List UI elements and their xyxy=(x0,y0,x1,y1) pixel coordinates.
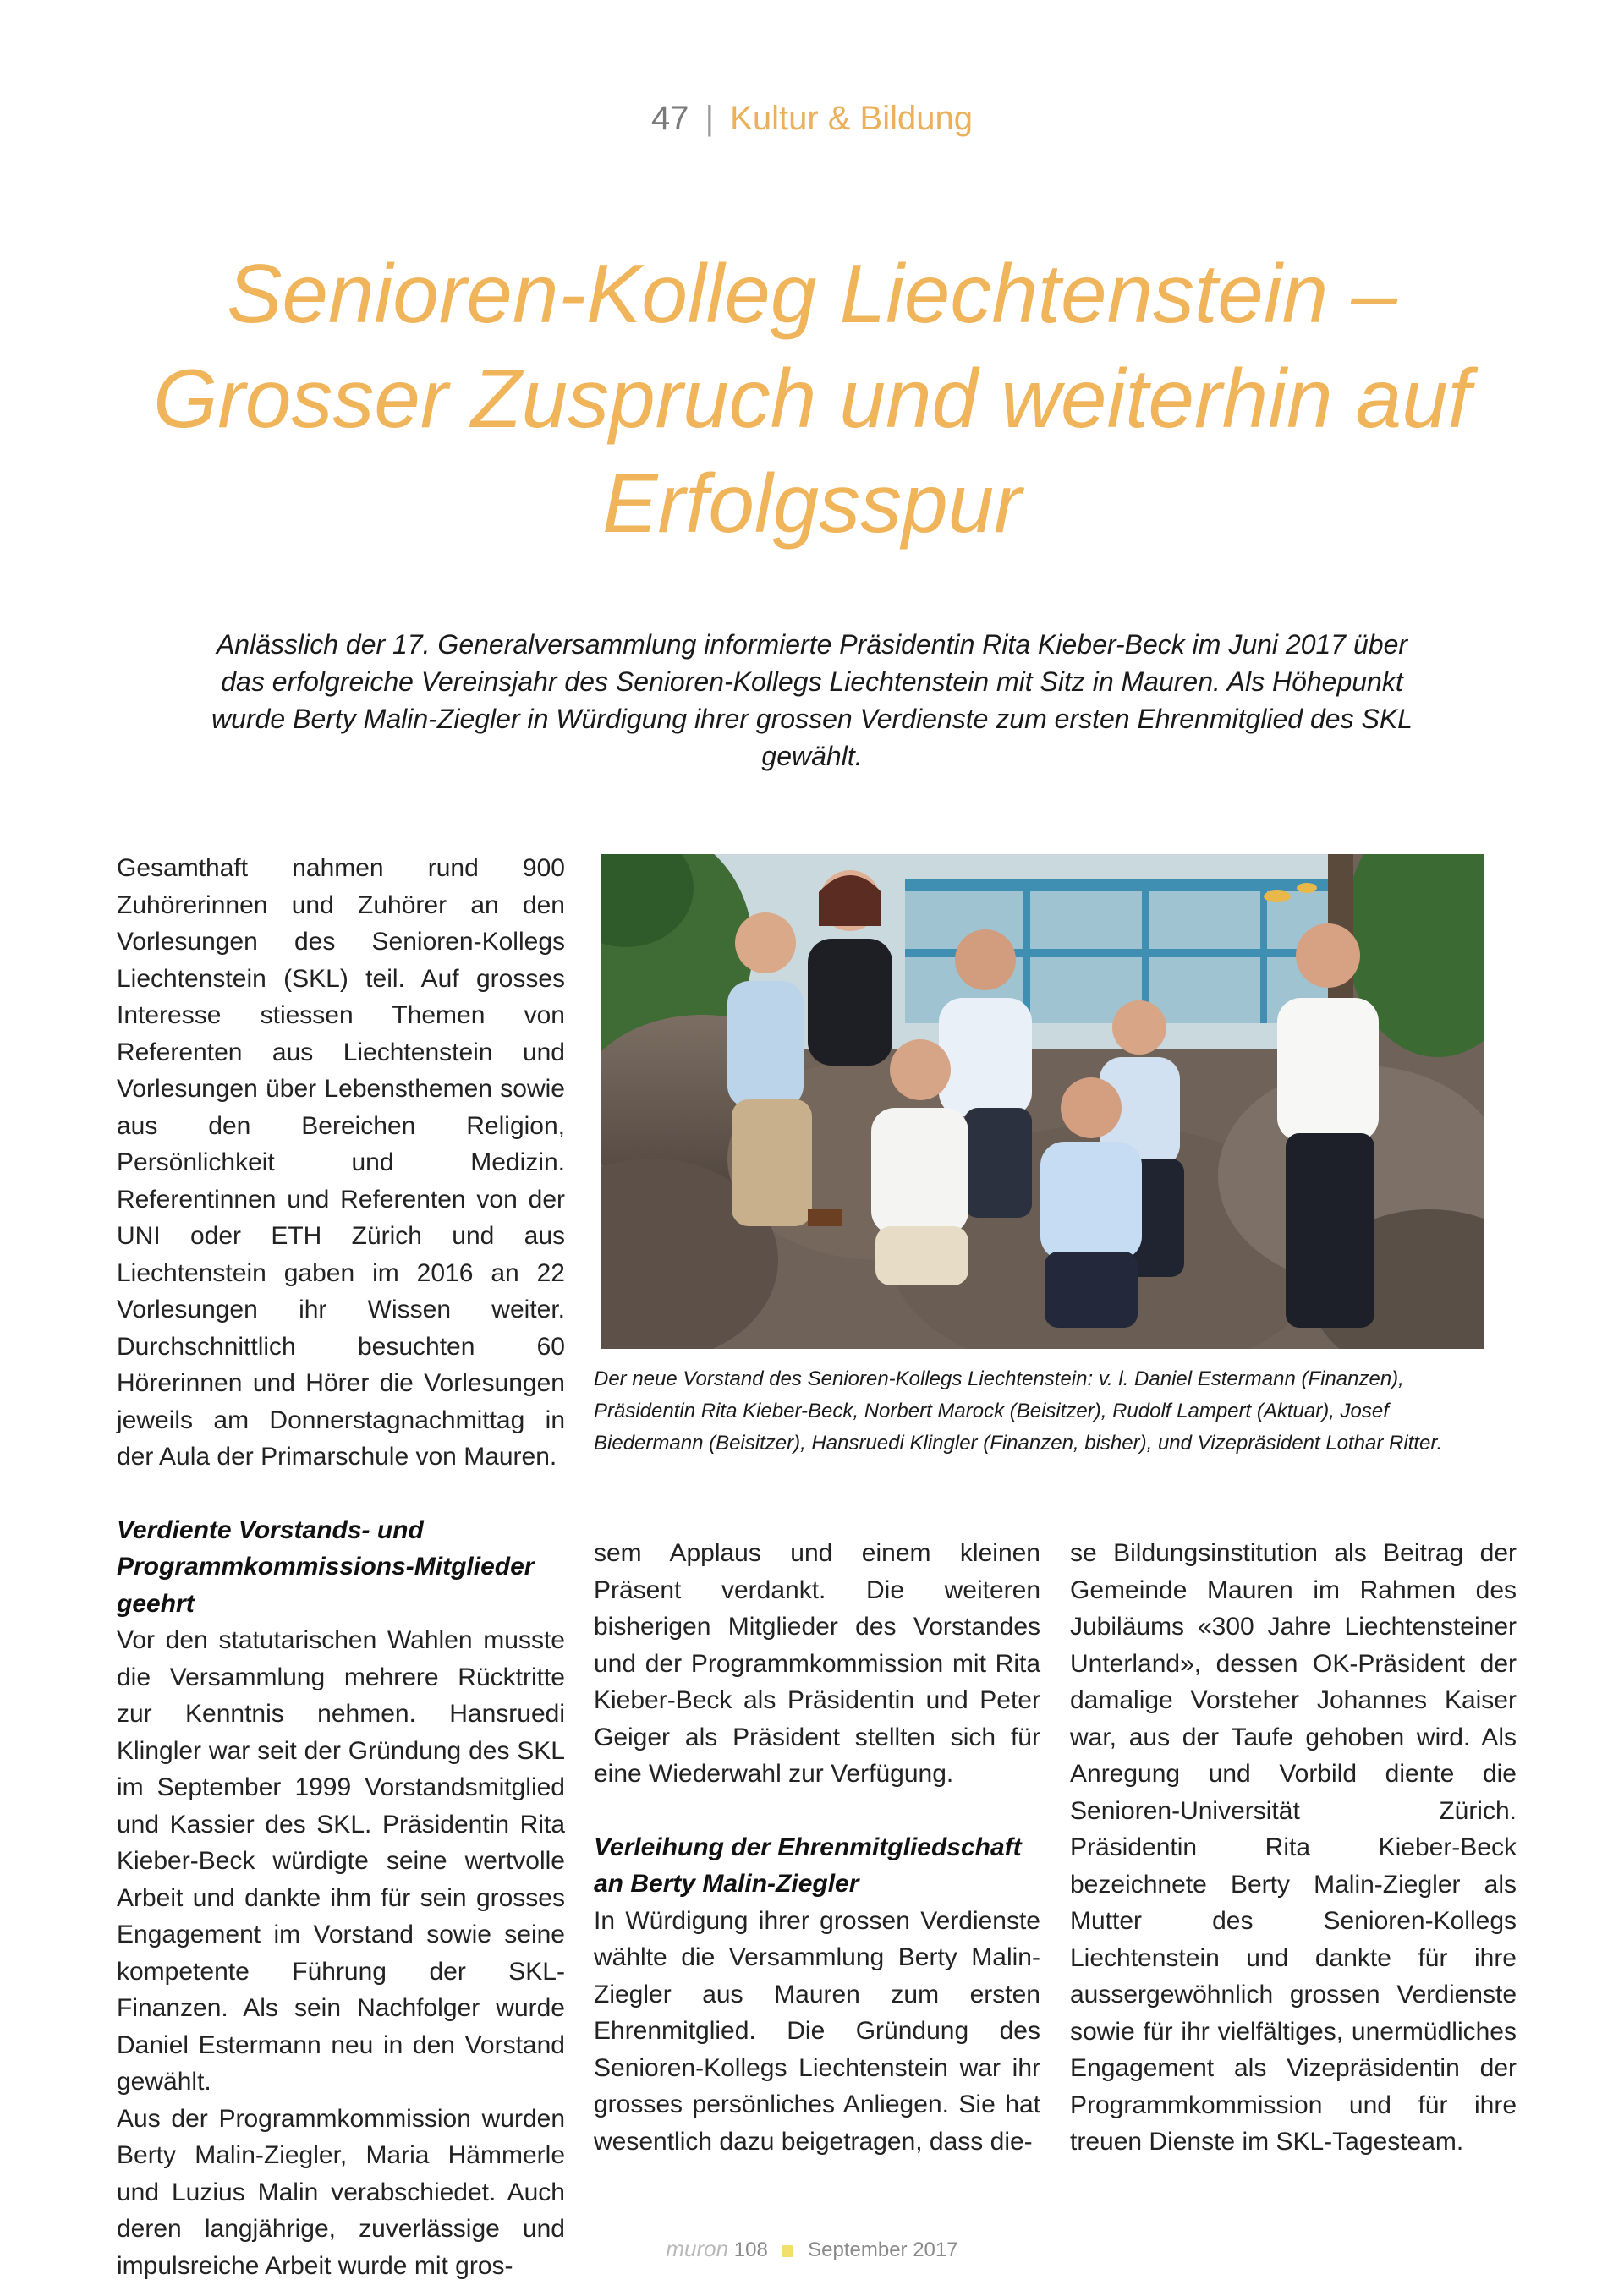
article-lead: Anlässlich der 17. Generalversammlung informierte Präsidentin Rita Kieber-Beck im Juni 2017 über das erfolgreiche Vereinsjahr des Senioren-Kollegs Liechtenstein mit Sitz in Mauren. Als Höhepunkt wurde Berty Malin-Ziegler in Würdigung ihrer grossen Verdienste zum ersten Ehrenmitglied des SKL gewählt. xyxy=(211,629,1413,771)
page-number: 47 xyxy=(651,100,689,137)
col1-subheading: Verdiente Vorstands- und Programmkommissions-Mitglieder geehrt xyxy=(117,1515,535,1618)
footer-square-icon xyxy=(782,2245,793,2257)
issue-date: September 2017 xyxy=(808,2238,958,2261)
col2-paragraph-1: sem Applaus und einem kleinen Präsent verdankt. Die weiteren bisherigen Mitglieder des Vorstandes und der Programmkommission mit Rita Kieber-Beck als Präsidentin und Peter Geiger als Präsident stellten sich für eine Wiederwahl zur Verfügung. xyxy=(594,1539,1040,1788)
group-photo xyxy=(601,854,1484,1349)
col3-paragraph-1: se Bildungsinstitution als Beitrag der Gemeinde Mauren im Rahmen des Jubiläums «300 Jahre Liechtensteiner Unterland», dessen OK-Präsident der damalige Vorsteher Johannes Kaiser war, aus der Taufe gehoben wird. Als Anregung und Vorbild diente die Senioren-Universität Zürich. Präsidentin Rita Kieber-Beck bezeichnete Berty Malin-Ziegler als Mutter des Senioren-Kollegs Liechtenstein und dankte für ihre aussergewöhnlich grossen Verdienste sowie für ihr vielfältiges, unermüdliches Engagement als Vizepräsidentin der Programmkommission und für ihre treuen Dienste im SKL-Tagesteam. xyxy=(1070,1539,1517,2156)
col1-paragraph-1: Gesamthaft nahmen rund 900 Zuhörerinnen und Zuhörer an den Vorlesungen des Senioren-Kollegs Liechtenstein (SKL) teil. Auf grosses Interesse stiessen Themen von Referenten aus Liechtenstein und Vorlesungen über Lebensthemen sowie aus den Bereichen Religion, Persönlichkeit und Medizin. Referentinnen und Referenten von der UNI oder ETH Zürich und aus Liechtenstein gaben im 2016 an 22 Vorlesungen ihr Wissen weiter. Durchschnittlich besuchten 60 Hörerinnen und Hörer die Vorlesungen jeweils am Donnerstagnachmittag in der Aula der Primarschule von Mauren. xyxy=(117,854,565,1471)
header-separator: | xyxy=(705,100,715,137)
title-line-2: Grosser Zuspruch und weiterhin auf xyxy=(153,352,1471,445)
column-3 xyxy=(1070,1535,1517,2161)
title-line-3: Erfolgsspur xyxy=(602,457,1022,550)
col1-paragraph-2: Vor den statutarischen Wahlen musste die Versammlung mehrere Rücktritte zur Kenntnis nehmen. Hansruedi Klingler war seit der Gründung des SKL im September 1999 Vorstandsmitglied und Kassier des SKL. Präsidentin Rita Kieber-Beck würdigte seine wertvolle Arbeit und dankte ihm für sein grosses Engagement im Vorstand sowie seine kompetente Führung der SKL-Finanzen. Als sein Nachfolger wurde Daniel Estermann neu in den Vorstand gewählt. xyxy=(117,1626,565,2096)
page-footer xyxy=(0,2236,1624,2262)
article-title xyxy=(102,241,1522,556)
page-header xyxy=(0,100,1624,138)
photo-caption: Der neue Vorstand des Senioren-Kollegs Liechtenstein: v. l. Daniel Estermann (Finanzen), Präsidentin Rita Kieber-Beck, Norbert Marock (Beisitzer), Rudolf Lampert (Aktuar), Josef Biedermann (Beisitzer), Hansruedi Klingler (Finanzen, bisher), und Vizepräsident Lothar Ritter. xyxy=(594,1367,1443,1455)
col2-paragraph-2: In Würdigung ihrer grossen Verdienste wählte die Versammlung Berty Malin-Ziegler aus Mauren zum ersten Ehrenmitglied. Die Gründung des Senioren-Kollegs Liechtenstein war ihr grosses persönliches Anliegen. Sie hat wesentlich dazu beigetragen, dass die- xyxy=(594,1906,1040,2156)
column-2 xyxy=(594,1535,1040,2160)
person-2 xyxy=(808,870,892,1066)
section-name: Kultur & Bildung xyxy=(730,100,973,137)
issue-number: 108 xyxy=(733,2238,768,2261)
magazine-name: muron xyxy=(666,2236,729,2261)
title-line-1: Senioren-Kolleg Liechtenstein – xyxy=(227,247,1397,340)
group-photo-illustration xyxy=(601,854,1484,1349)
col2-subheading: Verleihung der Ehrenmitgliedschaft an Berty Malin-Ziegler xyxy=(594,1833,1022,1898)
col1-paragraph-3: Aus der Programmkommission wurden Berty Malin-Ziegler, Maria Hämmerle und Luzius Malin verabschiedet. Auch deren langjährige, zuverlässige und impulsreiche Arbeit wurde mit gros- xyxy=(117,2104,565,2280)
column-1 xyxy=(117,850,565,2284)
